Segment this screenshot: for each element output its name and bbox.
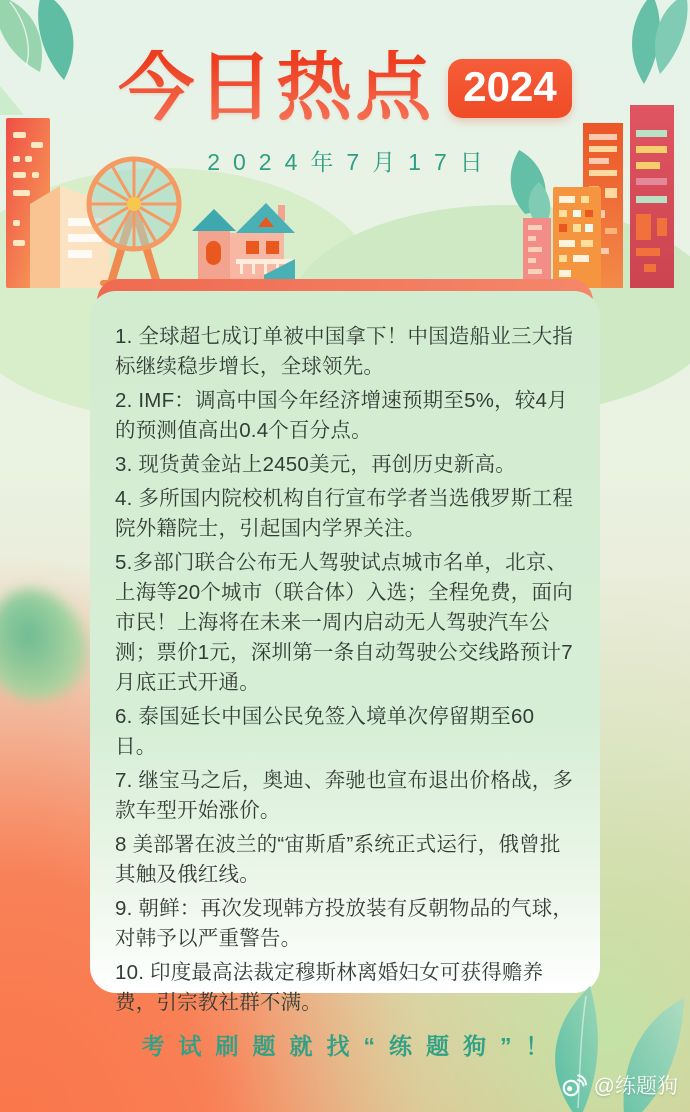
news-item: 8 美部署在波兰的“宙斯盾”系统正式运行，俄曾批其触及俄红线。: [115, 833, 561, 886]
news-item: 1. 全球超七成订单被中国拿下！中国造船业三大指标继续稳步增长，全球领先。: [115, 325, 574, 378]
poster-header: [0, 45, 690, 177]
watermark-text: @练题狗: [593, 1075, 678, 1098]
news-item: 7. 继宝马之后，奥迪、奔驰也宣布退出价格战，多款车型开始涨价。: [115, 769, 574, 822]
news-item: 9. 朝鲜：再次发现韩方投放装有反朝物品的气球，对韩予以严重警告。: [115, 897, 574, 950]
news-item: 5.多部门联合公布无人驾驶试点城市名单，北京、上海等20个城市（联合体）入选；全程免费，面向市民！上海将在未来一周内启动无人驾驶汽车公测；票价1元，深圳第一条自动驾驶公交线路预计7月底正式开通。: [115, 551, 573, 694]
year-badge: 2024: [448, 59, 571, 118]
watermark: [561, 1070, 678, 1100]
news-item: 6. 泰国延长中国公民免签入境单次停留期至60日。: [115, 705, 535, 758]
blurred-leaf: [0, 575, 101, 712]
news-list: [115, 322, 575, 1018]
weibo-icon: [561, 1074, 588, 1097]
house-illustration: [190, 197, 295, 285]
news-item: 4. 多所国内院校机构自行宣布学者当选俄罗斯工程院外籍院士，引起国内学界关注。: [115, 487, 574, 540]
footer-slogan: 考试刷题就找“练题狗”！: [141, 1033, 563, 1059]
news-item: 3. 现货黄金站上2450美元，再创历史新高。: [115, 453, 516, 476]
date-text: 2024年7月17日: [207, 149, 496, 175]
news-item: 10. 印度最高法裁定穆斯林离婚妇女可获得赡养费，引宗教社群不满。: [115, 961, 544, 1014]
news-item: 2. IMF：调高中国今年经济增速预期至5%，较4月的预测值高出0.4个百分点。: [115, 389, 568, 442]
page-title: 今日热点: [118, 45, 435, 130]
news-card: [90, 291, 600, 1014]
